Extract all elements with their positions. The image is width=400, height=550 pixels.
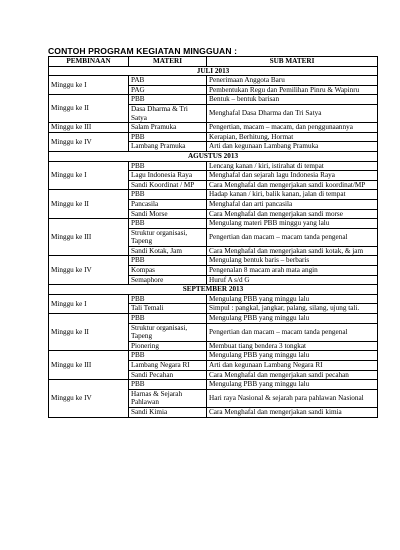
table-row bbox=[49, 256, 378, 266]
materi-cell: PAB bbox=[129, 76, 207, 86]
week-label: Minggu ke III bbox=[49, 351, 129, 380]
sub-materi-cell: Penerimaan Anggota Baru bbox=[207, 76, 378, 86]
month-row bbox=[49, 285, 378, 295]
sub-materi-cell: Mengulang PBB yang minggu lalu bbox=[207, 351, 378, 361]
sub-materi-cell: Menghafal dan sejarah lagu Indonesia Raya bbox=[207, 171, 378, 181]
sub-materi-cell: Mengulang PBB yang minggu lalu bbox=[207, 294, 378, 304]
header-materi: MATERI bbox=[129, 57, 207, 67]
sub-materi-cell: Cara Menghafal dan mengerjakan sandi morse bbox=[207, 209, 378, 219]
materi-cell: PBB bbox=[129, 294, 207, 304]
month-label: SEPTEMBER 2013 bbox=[49, 285, 378, 295]
sub-materi-cell: Mengulang materi PBB minggu yang lalu bbox=[207, 219, 378, 229]
schedule-body bbox=[49, 66, 378, 417]
table-row bbox=[49, 132, 378, 142]
materi-cell: PBB bbox=[129, 95, 207, 105]
materi-cell: Sandi Pecahan bbox=[129, 370, 207, 380]
sub-materi-cell: Cara Menghafal dan mengerjakan sandi pecahan bbox=[207, 370, 378, 380]
materi-cell: Pancasila bbox=[129, 199, 207, 209]
table-row bbox=[49, 161, 378, 171]
sub-materi-cell: Menghafal dan arti pancasila bbox=[207, 199, 378, 209]
sub-materi-cell: Kerapian, Berhitung, Hormat bbox=[207, 132, 378, 142]
table-row bbox=[49, 95, 378, 105]
sub-materi-cell: Huruf A s/d G bbox=[207, 275, 378, 285]
sub-materi-cell: Pengertian, macam – macam, dan penggunaannya bbox=[207, 123, 378, 133]
sub-materi-cell: Pengenalan 8 macam arah mata angin bbox=[207, 266, 378, 276]
sub-materi-cell: Pengertian dan macam – macam tanda pengenal bbox=[207, 323, 378, 341]
week-label: Minggu ke I bbox=[49, 161, 129, 190]
materi-cell: Kompas bbox=[129, 266, 207, 276]
materi-cell: PBB bbox=[129, 161, 207, 171]
materi-cell: Semaphore bbox=[129, 275, 207, 285]
materi-cell: PBB bbox=[129, 256, 207, 266]
sub-materi-cell: Cara Menghafal dan mengerjakan sandi kimia bbox=[207, 407, 378, 417]
table-row bbox=[49, 190, 378, 200]
sub-materi-cell: Menghafal Dasa Dharma dan Tri Satya bbox=[207, 104, 378, 122]
table-row bbox=[49, 219, 378, 229]
materi-cell: Sandi Kotak, Jam bbox=[129, 246, 207, 256]
week-label: Minggu ke I bbox=[49, 76, 129, 95]
month-label: JULI 2013 bbox=[49, 66, 378, 76]
table-header-row bbox=[49, 57, 378, 67]
schedule-table bbox=[48, 56, 378, 418]
sub-materi-cell: Simpul : pangkal, jangkar, palang, silang, ujung tali. bbox=[207, 304, 378, 314]
week-label: Minggu ke III bbox=[49, 219, 129, 256]
sub-materi-cell: Mengulang PBB yang minggu lalu bbox=[207, 314, 378, 324]
sub-materi-cell: Hari raya Nasional & sejarah para pahlawan Nasional bbox=[207, 389, 378, 407]
sub-materi-cell: Membuat tiang bendera 3 tongkat bbox=[207, 341, 378, 351]
materi-cell: Sandi Morse bbox=[129, 209, 207, 219]
sub-materi-cell: Cara Menghafal dan mengerjakan sandi koordinat/MP bbox=[207, 180, 378, 190]
sub-materi-cell: Cara Menghafal dan mengerjakan sandi kotak, & jam bbox=[207, 246, 378, 256]
sub-materi-cell: Pengertian dan macam – macam tanda pengenal bbox=[207, 228, 378, 246]
table-row bbox=[49, 294, 378, 304]
week-label: Minggu ke IV bbox=[49, 132, 129, 151]
sub-materi-cell: Pembentukan Regu dan Pemilihan Pinru & Wapinru bbox=[207, 85, 378, 95]
month-row bbox=[49, 151, 378, 161]
materi-cell: Lambang Pramuka bbox=[129, 142, 207, 152]
materi-cell: Salam Pramuka bbox=[129, 123, 207, 133]
week-label: Minggu ke I bbox=[49, 294, 129, 313]
materi-cell: Lagu Indonesia Raya bbox=[129, 171, 207, 181]
sub-materi-cell: Arti dan kegunaan Lambang Pramuka bbox=[207, 142, 378, 152]
week-label: Minggu ke II bbox=[49, 95, 129, 123]
week-label: Minggu ke IV bbox=[49, 380, 129, 417]
materi-cell: PBB bbox=[129, 132, 207, 142]
materi-cell: PBB bbox=[129, 380, 207, 390]
sub-materi-cell: Mengulang PBB yang minggu lalu bbox=[207, 380, 378, 390]
week-label: Minggu ke III bbox=[49, 123, 129, 133]
materi-cell: Tali Temali bbox=[129, 304, 207, 314]
table-row bbox=[49, 351, 378, 361]
materi-cell: PBB bbox=[129, 219, 207, 229]
table-row bbox=[49, 123, 378, 133]
materi-cell: Struktur organisasi, Tapeng bbox=[129, 228, 207, 246]
month-row bbox=[49, 66, 378, 76]
materi-cell: Dasa Dharma & Tri Satya bbox=[129, 104, 207, 122]
materi-cell: Harnas & Sejarah Pahlawan bbox=[129, 389, 207, 407]
sub-materi-cell: Mengulang bentuk baris – berbaris bbox=[207, 256, 378, 266]
document-title: CONTOH PROGRAM KEGIATAN MINGGUAN : bbox=[48, 46, 238, 56]
materi-cell: Lambang Negara RI bbox=[129, 361, 207, 371]
week-label: Minggu ke IV bbox=[49, 256, 129, 285]
month-label: AGUSTUS 2013 bbox=[49, 151, 378, 161]
header-pembinaan: PEMBINAAN bbox=[49, 57, 129, 67]
materi-cell: Struktur organisasi, Tapeng bbox=[129, 323, 207, 341]
materi-cell: Sandi Koordinat / MP bbox=[129, 180, 207, 190]
materi-cell: Sandi Kimia bbox=[129, 407, 207, 417]
materi-cell: PAG bbox=[129, 85, 207, 95]
materi-cell: PBB bbox=[129, 190, 207, 200]
sub-materi-cell: Arti dan kegunaan Lambang Negara RI bbox=[207, 361, 378, 371]
materi-cell: PBB bbox=[129, 314, 207, 324]
materi-cell: Pionering bbox=[129, 341, 207, 351]
sub-materi-cell: Lencang kanan / kiri, istirahat di tempat bbox=[207, 161, 378, 171]
week-label: Minggu ke II bbox=[49, 190, 129, 219]
table-row bbox=[49, 76, 378, 86]
sub-materi-cell: Hadap kanan / kiri, balik kanan, jalan di tempat bbox=[207, 190, 378, 200]
week-label: Minggu ke II bbox=[49, 314, 129, 351]
header-sub-materi: SUB MATERI bbox=[207, 57, 378, 67]
table-row bbox=[49, 380, 378, 390]
materi-cell: PBB bbox=[129, 351, 207, 361]
sub-materi-cell: Bentuk – bentuk barisan bbox=[207, 95, 378, 105]
table-row bbox=[49, 314, 378, 324]
